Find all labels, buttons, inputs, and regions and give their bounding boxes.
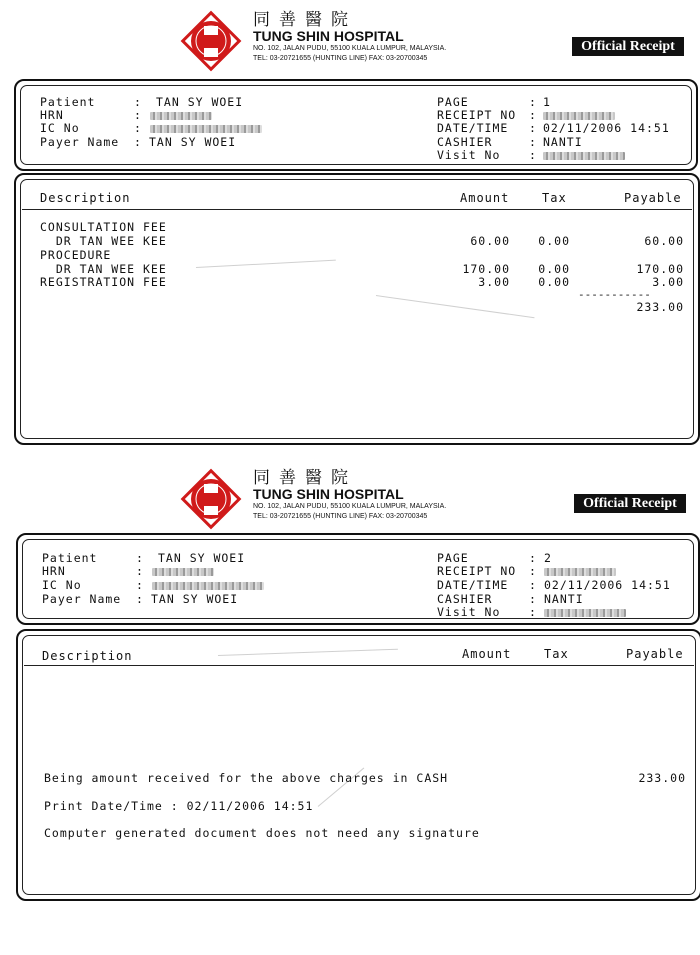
colon: : [134, 108, 142, 122]
visit-no-redacted [543, 152, 625, 160]
hrn-label: HRN [40, 108, 64, 122]
header-divider [24, 665, 694, 666]
official-receipt-banner: Official Receipt [574, 494, 686, 513]
item-tax: 0.00 [538, 234, 570, 248]
item-tax: 0.00 [538, 275, 570, 289]
visit-no-label: Visit No [437, 148, 501, 162]
colon: : [134, 121, 142, 135]
official-receipt-banner: Official Receipt [572, 37, 684, 56]
payer-name-label: Payer Name [40, 135, 120, 149]
hospital-address: NO. 102, JALAN PUDU, 55100 KUALA LUMPUR, MALAYSIA. [253, 503, 447, 510]
charges-box [14, 173, 700, 445]
cashier-label: CASHIER [437, 135, 493, 149]
payable-header: Payable [626, 647, 684, 661]
tax-header: Tax [542, 191, 567, 205]
patient-value: TAN SY WOEI [158, 551, 246, 565]
colon: : [136, 578, 144, 592]
ic-no-label: IC No [40, 121, 80, 135]
colon: : [529, 148, 537, 162]
payer-name-label: Payer Name [42, 592, 122, 606]
patient-label: Patient [42, 551, 98, 565]
hospital-name: TUNG SHIN HOSPITAL [253, 28, 404, 44]
receipt-no-redacted [543, 112, 615, 120]
tung-shin-logo-icon [178, 466, 244, 532]
item-payable: 3.00 [652, 275, 684, 289]
signature-note: Computer generated document does not need any signature [44, 826, 480, 840]
header-divider [22, 209, 692, 210]
date-time-label: DATE/TIME [437, 578, 509, 592]
colon: : [529, 108, 537, 122]
patient-info-box [16, 533, 700, 625]
visit-no-redacted [544, 609, 626, 617]
receipt-no-label: RECEIPT NO [437, 564, 517, 578]
item-amount: 3.00 [478, 275, 510, 289]
hospital-name: TUNG SHIN HOSPITAL [253, 486, 404, 502]
patient-label: Patient [40, 95, 96, 109]
print-date-time: Print Date/Time : 02/11/2006 14:51 [44, 799, 314, 813]
item-description: DR TAN WEE KEE [40, 234, 167, 248]
item-tax: 0.00 [538, 262, 570, 276]
date-time-label: DATE/TIME [437, 121, 509, 135]
item-description: CONSULTATION FEE [40, 220, 167, 234]
tung-shin-logo-icon [178, 8, 244, 74]
colon: : [529, 564, 537, 578]
amount-header: Amount [460, 191, 510, 205]
receipt-no-redacted [544, 568, 616, 576]
page-value: 2 [544, 551, 552, 565]
hospital-tel: TEL: 03-20721655 (HUNTING LINE) FAX: 03-20700345 [253, 55, 428, 62]
page-label: PAGE [437, 551, 469, 565]
date-time-value: 02/11/2006 14:51 [544, 578, 671, 592]
colon: : [529, 578, 537, 592]
ic-no-redacted [152, 582, 264, 590]
description-header: Description [42, 649, 133, 663]
description-header: Description [40, 191, 131, 205]
total-amount: 233.00 [636, 300, 684, 314]
hospital-address: NO. 102, JALAN PUDU, 55100 KUALA LUMPUR, MALAYSIA. [253, 45, 447, 52]
payer-name-value: TAN SY WOEI [151, 592, 239, 606]
hospital-chinese-name: 同善醫院 [253, 468, 357, 488]
hrn-redacted [152, 568, 214, 576]
item-description: PROCEDURE [40, 248, 112, 262]
item-payable: 170.00 [636, 262, 684, 276]
colon: : [529, 121, 537, 135]
cashier-value: NANTI [544, 592, 584, 606]
payable-header: Payable [624, 191, 682, 205]
cashier-label: CASHIER [437, 592, 493, 606]
colon: : [134, 95, 142, 109]
cashier-value: NANTI [543, 135, 583, 149]
hrn-redacted [150, 112, 212, 120]
patient-value: TAN SY WOEI [156, 95, 244, 109]
payment-box [16, 629, 700, 901]
hrn-label: HRN [42, 564, 66, 578]
colon: : [529, 551, 537, 565]
visit-no-label: Visit No [437, 605, 501, 619]
item-description: REGISTRATION FEE [40, 275, 167, 289]
item-amount: 60.00 [470, 234, 510, 248]
colon: : [529, 592, 537, 606]
item-description: DR TAN WEE KEE [40, 262, 167, 276]
colon: : [134, 135, 142, 149]
hospital-chinese-name: 同善醫院 [253, 10, 357, 30]
tax-header: Tax [544, 647, 569, 661]
page-label: PAGE [437, 95, 469, 109]
patient-info-box [14, 79, 698, 171]
ic-no-redacted [150, 125, 262, 133]
colon: : [529, 95, 537, 109]
colon: : [529, 135, 537, 149]
colon: : [136, 564, 144, 578]
colon: : [529, 605, 537, 619]
subtotal-dashes: ----------- [578, 288, 651, 301]
received-statement: Being amount received for the above charges in CASH [44, 771, 449, 785]
colon: : [136, 551, 144, 565]
payer-name-value: TAN SY WOEI [149, 135, 237, 149]
item-amount: 170.00 [462, 262, 510, 276]
hospital-tel: TEL: 03-20721655 (HUNTING LINE) FAX: 03-20700345 [253, 513, 428, 520]
receipt-no-label: RECEIPT NO [437, 108, 517, 122]
page-value: 1 [543, 95, 551, 109]
date-time-value: 02/11/2006 14:51 [543, 121, 670, 135]
amount-header: Amount [462, 647, 512, 661]
colon: : [136, 592, 144, 606]
received-amount: 233.00 [638, 771, 686, 785]
ic-no-label: IC No [42, 578, 82, 592]
item-payable: 60.00 [644, 234, 684, 248]
